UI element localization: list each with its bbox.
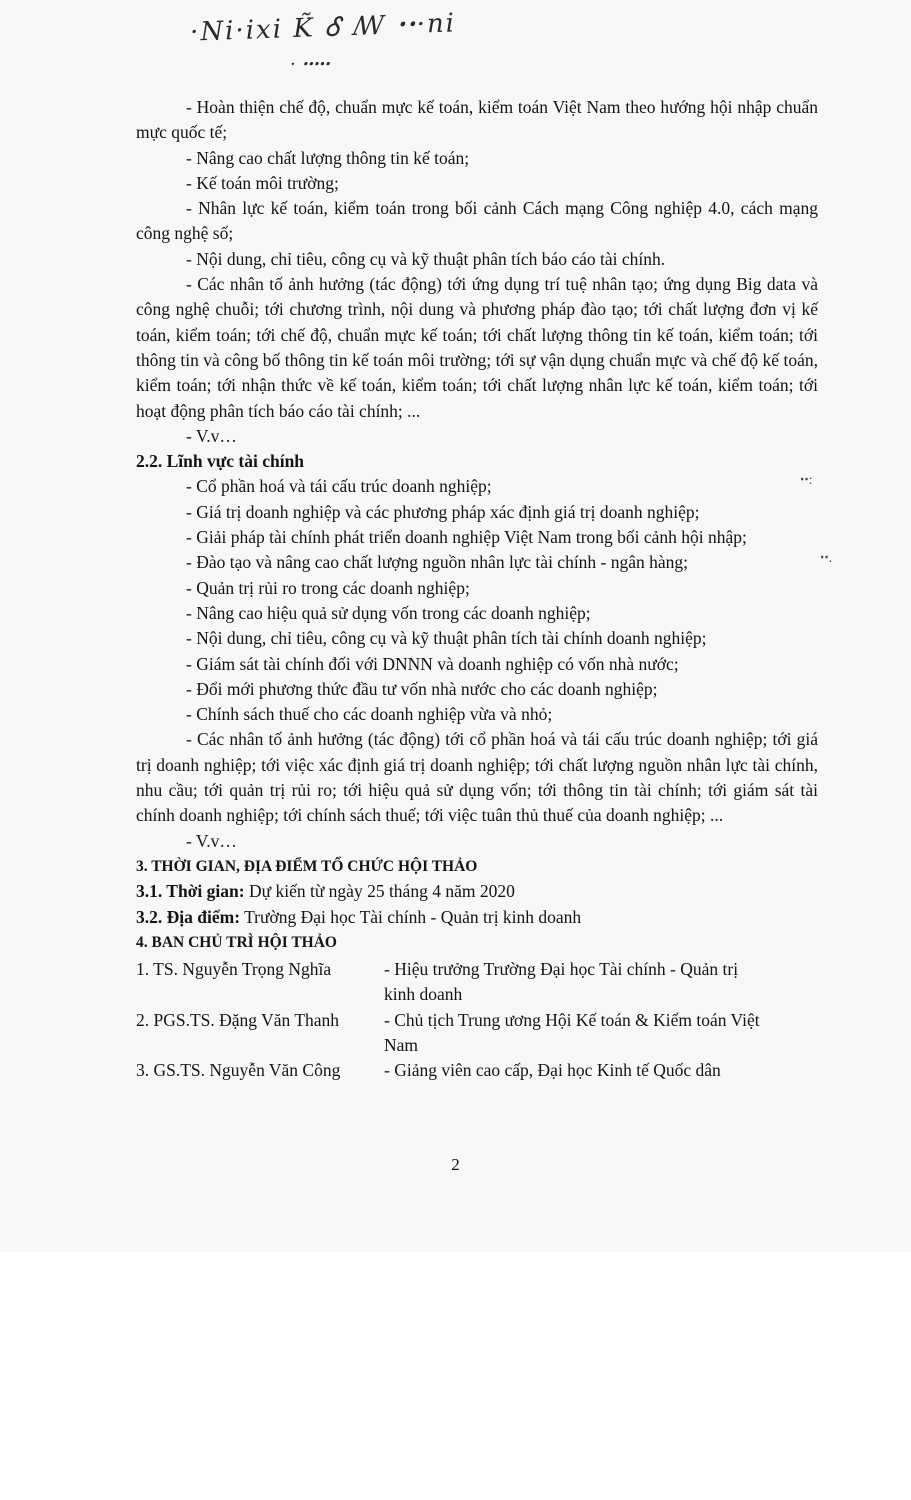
list-item: - Đổi mới phương thức đầu tư vốn nhà nước cho các doanh nghiệp; xyxy=(186,678,658,699)
list-item: - Nâng cao hiệu quả sử dụng vốn trong các doanh nghiệp; xyxy=(186,602,591,623)
committee-member xyxy=(136,1008,818,1059)
list-item: - Các nhân tố ảnh hưởng (tác động) tới ứng dụng trí tuệ nhân tạo; ứng dụng Big data và công nghệ chuỗi; tới chương trình, nội dung và phương pháp đào tạo; tới chất lượng đơn vị kế toán, kiểm toán; tới chế độ, chuẩn mực kế toán; tới chất lượng thông tin kế toán, kiểm toán; tới thông tin và công bố thông tin kế toán môi trường; tới sự vận dụng chuẩn mực và chế độ kế toán, kiểm toán; tới nhận thức về kế toán, kiểm toán; tới chất lượng nhân lực kế toán, kiểm toán; tới hoạt động phân tích báo cáo tài chính; ... xyxy=(136,274,818,421)
member-role: - Giảng viên cao cấp, Đại học Kinh tế Quốc dân xyxy=(384,1060,721,1081)
section-heading-finance: 2.2. Lĩnh vực tài chính xyxy=(136,451,305,472)
list-item: - Hoàn thiện chế độ, chuẩn mực kế toán, kiểm toán Việt Nam theo hướng hội nhập chuẩn mực quốc tế; xyxy=(136,97,818,143)
list-item: - Giám sát tài chính đối với DNNN và doanh nghiệp có vốn nhà nước; xyxy=(186,653,679,674)
member-name: 1. TS. Nguyễn Trọng Nghĩa xyxy=(136,959,332,980)
member-role: - Chủ tịch Trung ương Hội Kế toán & Kiểm toán Việt Nam xyxy=(384,1009,760,1055)
section-heading-committee: 4. BAN CHỦ TRÌ HỘI THẢO xyxy=(136,933,337,951)
committee-member xyxy=(136,957,818,1008)
handwritten-note-line2: · ꞏꞏꞏꞏꞏ xyxy=(290,54,330,75)
list-item: - V.v… xyxy=(186,425,237,446)
list-item: - V.v… xyxy=(186,830,237,851)
committee-member xyxy=(136,1058,818,1083)
member-name: 3. GS.TS. Nguyễn Văn Công xyxy=(136,1060,341,1081)
list-item: - Kế toán môi trường; xyxy=(186,172,339,193)
list-item: - Nội dung, chỉ tiêu, công cụ và kỹ thuật phân tích báo cáo tài chính. xyxy=(186,248,666,269)
list-item: - Các nhân tố ảnh hưởng (tác động) tới cổ phần hoá và tái cấu trúc doanh nghiệp; tới giá trị doanh nghiệp; tới việc xác định giá trị doanh nghiệp; tới chất lượng nguồn nhân lực tài chính, nhu cầu; tới quản trị rủi ro; tới hiệu quả sử dụng vốn; tới thông tin tài chính; tới giám sát tài chính doanh nghiệp; tới chính sách thuế; tới việc tuân thủ thuế của doanh nghiệp; ... xyxy=(136,729,818,826)
time-label: 3.1. Thời gian: xyxy=(136,881,245,902)
list-item: - Cổ phần hoá và tái cấu trúc doanh nghiệp; xyxy=(186,476,492,497)
place-value: Trường Đại học Tài chính - Quản trị kinh doanh xyxy=(240,906,582,927)
handwritten-note: ·Ni·ixi K̃ Ꮄ ꟿ ꞏꞏ·ni xyxy=(189,8,457,48)
list-item: - Nâng cao chất lượng thông tin kế toán; xyxy=(186,147,470,168)
member-name: 2. PGS.TS. Đặng Văn Thanh xyxy=(136,1009,340,1030)
member-role: - Hiệu trưởng Trường Đại học Tài chính - Quản trị kinh doanh xyxy=(384,959,739,1005)
list-item: - Giải pháp tài chính phát triển doanh nghiệp Việt Nam trong bối cảnh hội nhập; xyxy=(186,527,747,548)
time-value: Dự kiến từ ngày 25 tháng 4 năm 2020 xyxy=(244,881,515,902)
page-number: 2 xyxy=(451,1155,460,1174)
list-item: - Chính sách thuế cho các doanh nghiệp vừa và nhỏ; xyxy=(186,704,553,725)
section-heading-time-place: 3. THỜI GIAN, ĐỊA ĐIỂM TỔ CHỨC HỘI THẢO xyxy=(136,857,478,875)
document-body xyxy=(136,95,818,1084)
committee-list xyxy=(136,957,818,1083)
list-item: - Giá trị doanh nghiệp và các phương pháp xác định giá trị doanh nghiệp; xyxy=(186,501,700,522)
list-item: - Đào tạo và nâng cao chất lượng nguồn nhân lực tài chính - ngân hàng; xyxy=(186,552,689,573)
list-item: - Nhân lực kế toán, kiểm toán trong bối cảnh Cách mạng Công nghiệp 4.0, cách mạng công nghệ số; xyxy=(136,198,818,244)
time-line xyxy=(136,879,818,904)
scan-mark: ꞏꞏ. xyxy=(820,551,833,566)
scan-mark: ꞏꞏ: xyxy=(800,473,813,488)
list-item: - Quản trị rủi ro trong các doanh nghiệp; xyxy=(186,577,470,598)
list-item: - Nội dung, chỉ tiêu, công cụ và kỹ thuật phân tích tài chính doanh nghiệp; xyxy=(186,628,707,649)
place-label: 3.2. Địa điểm: xyxy=(136,906,241,927)
place-line xyxy=(136,905,818,930)
